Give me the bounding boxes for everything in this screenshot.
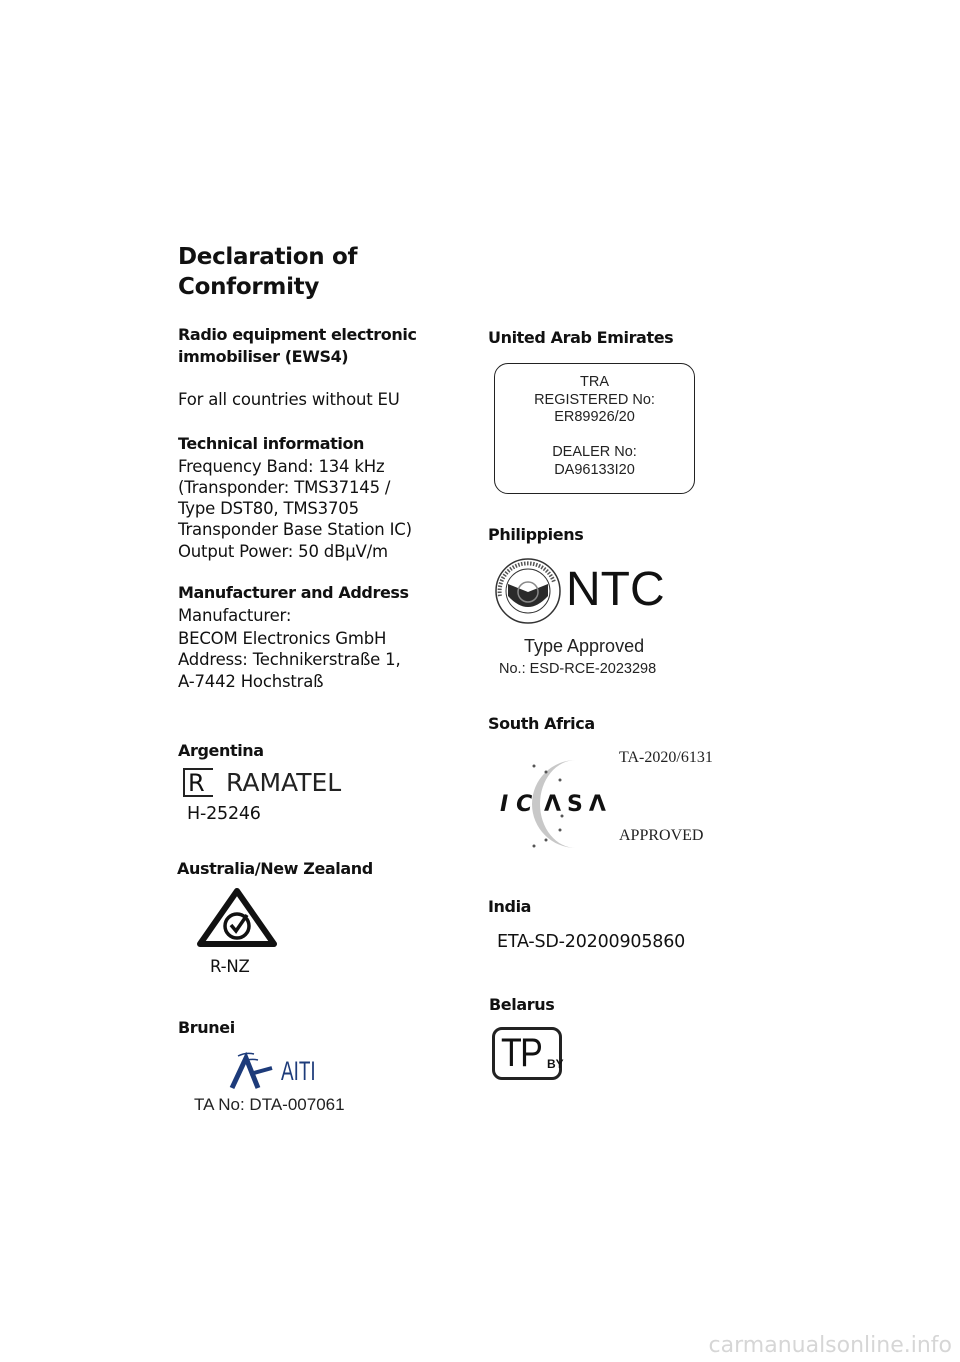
belarus-heading: Belarus xyxy=(489,995,555,1014)
argentina-heading: Argentina xyxy=(178,741,264,760)
tra-line: TRA xyxy=(580,374,609,390)
manufacturer-line: A-7442 Hochstraß xyxy=(178,672,324,691)
svg-text:ΛSΛ: ΛSΛ xyxy=(544,792,612,817)
philippines-number: No.: ESD-RCE-2023298 xyxy=(499,661,657,677)
aiti-logo-icon xyxy=(228,1050,274,1090)
icasa-logo-icon xyxy=(498,756,618,852)
tp-mark-text: TP xyxy=(501,1031,542,1075)
manufacturer-line: Address: Technikerstraße 1, xyxy=(178,650,401,669)
tp-by-mark xyxy=(492,1027,562,1080)
aiti-logo-text: AITI xyxy=(281,1056,316,1086)
philippines-approved: Type Approved xyxy=(524,636,645,656)
india-heading: India xyxy=(488,897,532,916)
subtitle-line2: immobiliser (EWS4) xyxy=(178,347,349,366)
ntc-logo-text: NTC xyxy=(566,563,665,616)
brunei-heading: Brunei xyxy=(178,1018,235,1037)
tra-line: DA96133I20 xyxy=(554,462,635,478)
manufacturer-heading: Manufacturer and Address xyxy=(178,583,409,602)
page-title-line1: Declaration of xyxy=(178,244,358,270)
south-africa-number: TA-2020/6131 xyxy=(619,749,713,766)
scope-text: For all countries without EU xyxy=(178,390,400,409)
tra-line: REGISTERED No: xyxy=(534,392,655,408)
ramatel-logo-mark: R xyxy=(183,768,213,797)
technical-line: Output Power: 50 dBµV/m xyxy=(178,542,388,561)
india-number: ETA-SD-20200905860 xyxy=(497,932,686,952)
australia-heading: Australia/New Zealand xyxy=(177,859,373,878)
ramatel-logo-text: RAMATEL xyxy=(226,768,342,797)
south-africa-heading: South Africa xyxy=(488,714,595,733)
manufacturer-line: BECOM Electronics GmbH xyxy=(178,629,387,648)
svg-text:IC: IC xyxy=(500,792,541,817)
technical-heading: Technical information xyxy=(178,434,365,453)
subtitle-line1: Radio equipment electronic xyxy=(178,325,417,344)
technical-line: Transponder Base Station IC) xyxy=(178,520,412,539)
tra-line: DEALER No: xyxy=(552,444,637,460)
watermark: carmanualsonline.info xyxy=(708,1333,952,1358)
philippines-heading: Philippiens xyxy=(488,525,584,544)
argentina-number: H-25246 xyxy=(187,804,261,824)
brunei-number: TA No: DTA-007061 xyxy=(194,1095,345,1114)
technical-line: Type DST80, TMS3705 xyxy=(178,499,359,518)
tp-mark-sub: BY xyxy=(547,1057,564,1071)
tra-line: ER89926/20 xyxy=(554,409,635,425)
manufacturer-line: Manufacturer: xyxy=(178,606,292,625)
tra-label-box xyxy=(494,363,695,494)
uae-heading: United Arab Emirates xyxy=(488,328,674,347)
page-title-line2: Conformity xyxy=(178,274,320,300)
technical-line: Frequency Band: 134 kHz xyxy=(178,457,385,476)
ntc-seal-icon xyxy=(494,556,562,626)
technical-line: (Transponder: TMS37145 / xyxy=(178,478,391,497)
australia-number: R-NZ xyxy=(210,957,250,976)
south-africa-approved: APPROVED xyxy=(619,827,704,844)
rcm-mark-icon xyxy=(194,886,280,950)
